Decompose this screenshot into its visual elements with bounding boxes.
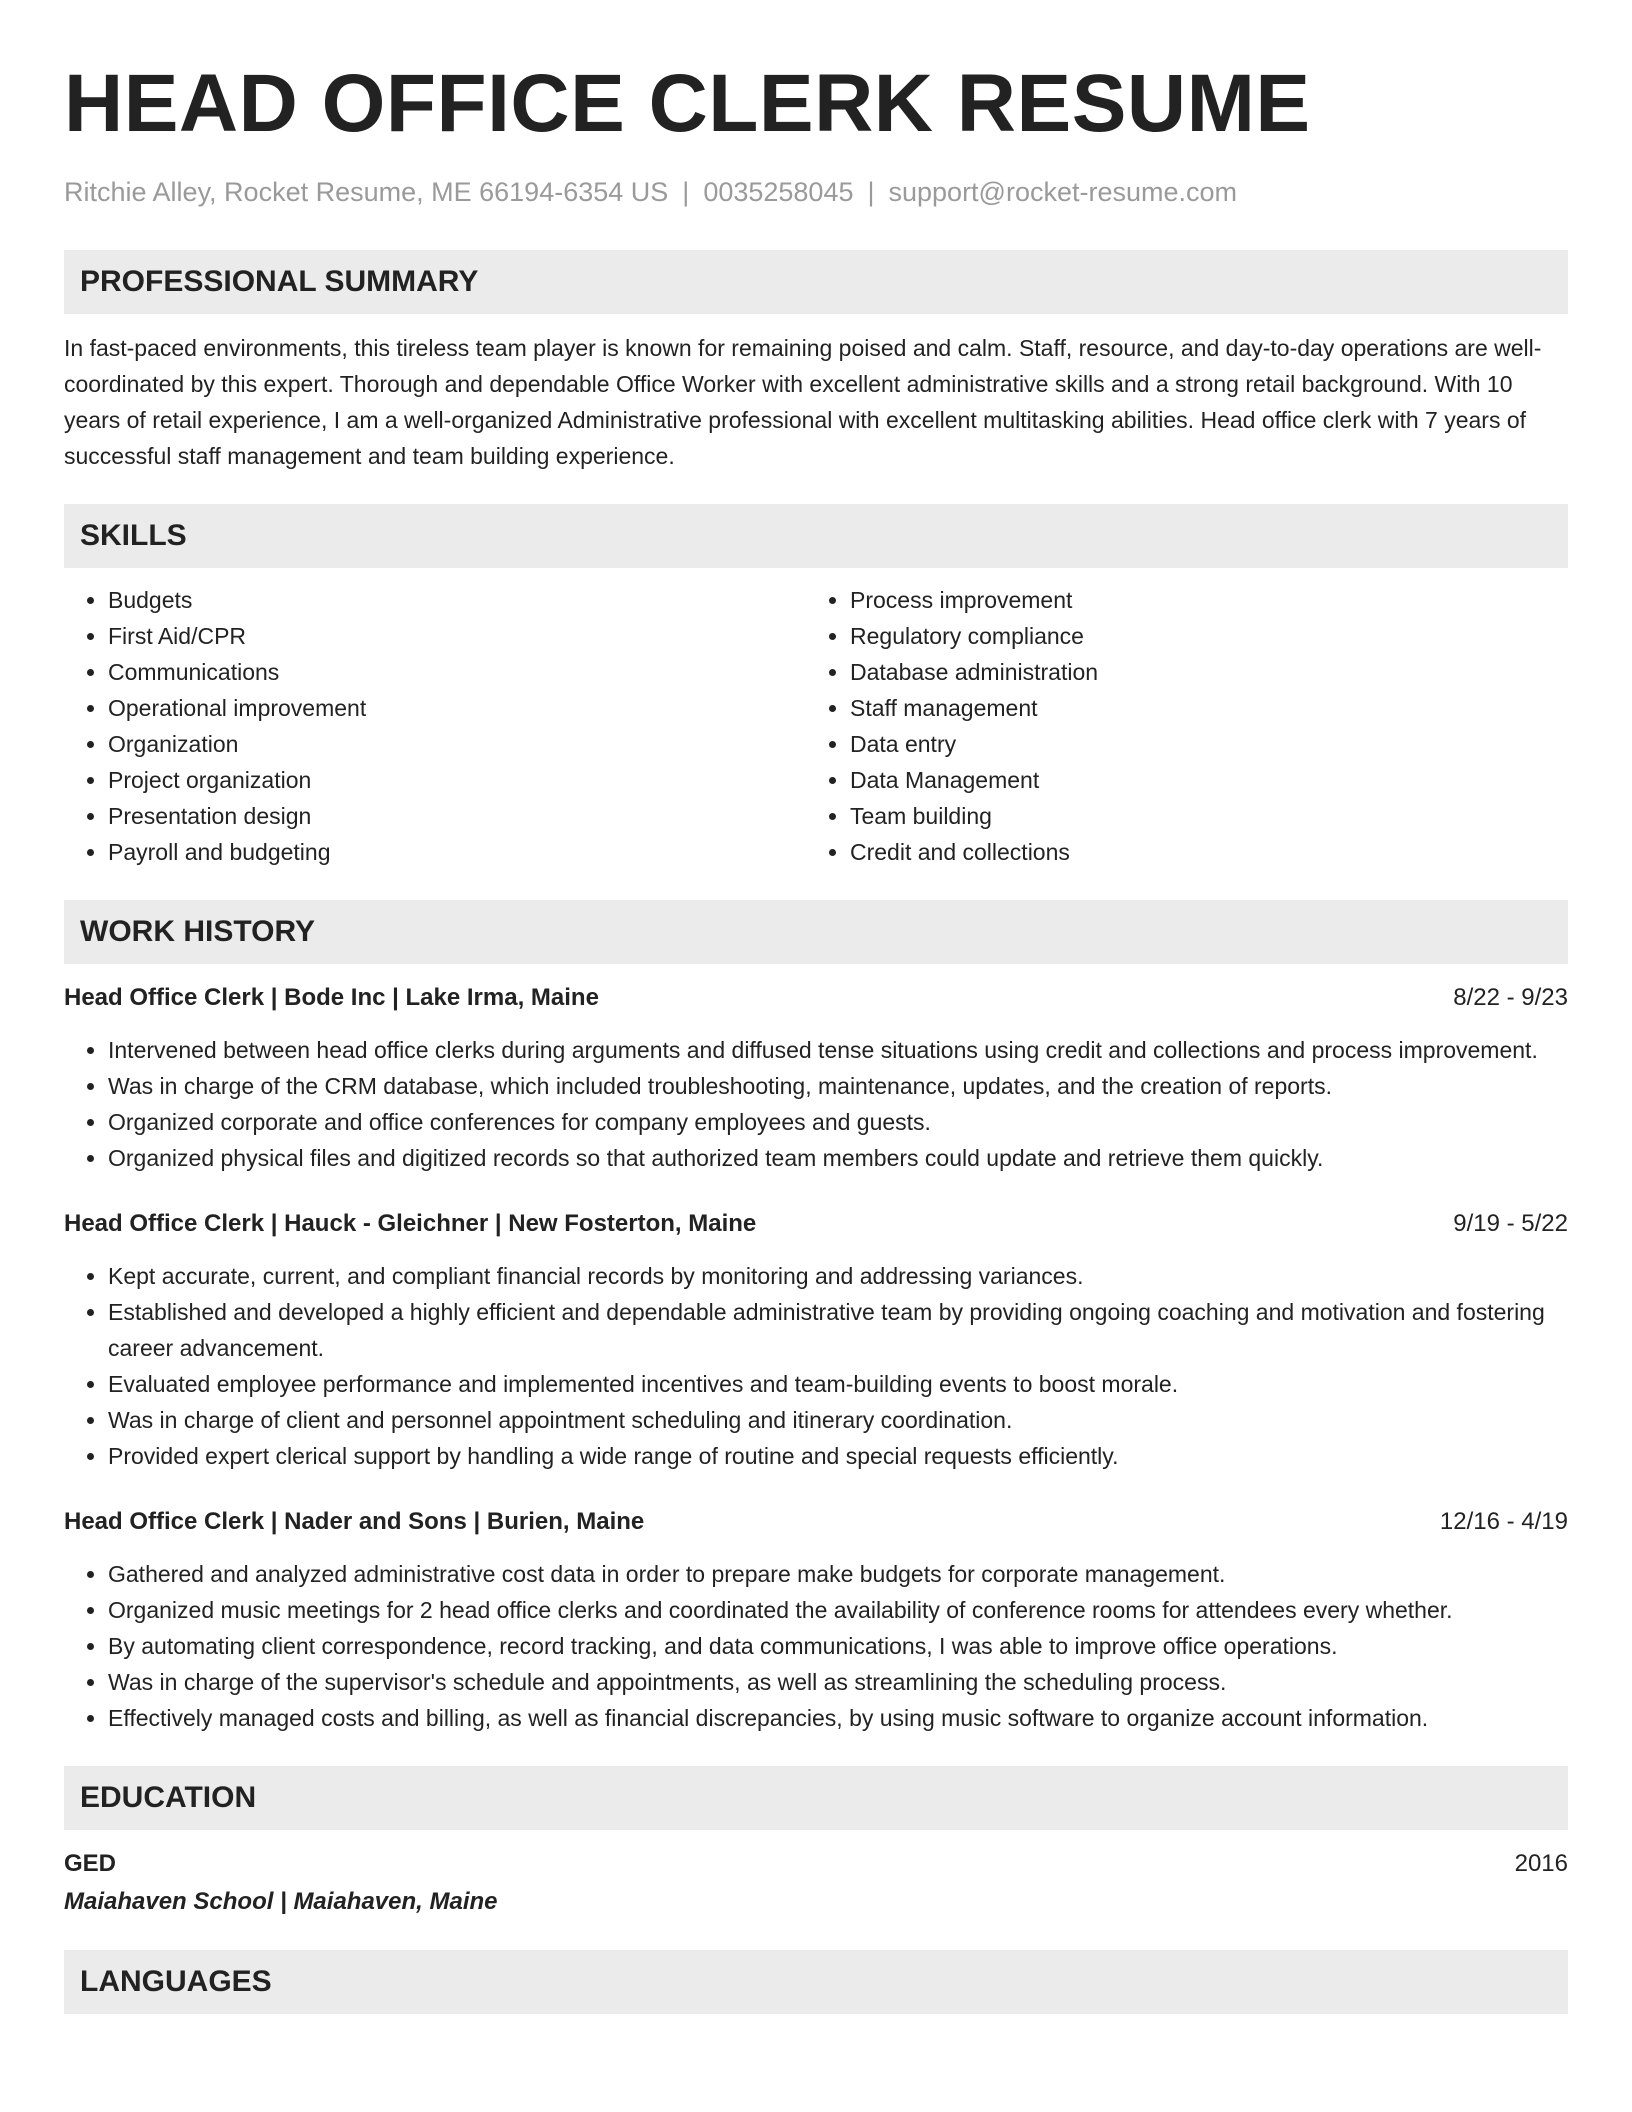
section-header-work: WORK HISTORY <box>64 900 1568 964</box>
job-entry <box>64 1206 1568 1474</box>
job-title: Head Office Clerk | Nader and Sons | Burien, Maine <box>64 1508 645 1535</box>
skill-item: • Process improvement <box>850 582 1548 618</box>
job-bullet: • Was in charge of the CRM database, which included troubleshooting, maintenance, updates, and the creation of reports. <box>108 1068 1568 1104</box>
skill-item: • Payroll and budgeting <box>108 834 806 870</box>
contact-line <box>64 174 1568 210</box>
contact-address: Ritchie Alley, Rocket Resume, ME 66194-6354 US <box>64 177 669 207</box>
skill-item: • Communications <box>108 654 806 690</box>
job-bullet: • Organized music meetings for 2 head office clerks and coordinated the availability of conference rooms for attendees every whether. <box>108 1592 1568 1628</box>
education-year: 2016 <box>1514 1850 1568 1877</box>
section-header-skills: SKILLS <box>64 504 1568 568</box>
skill-item: • Presentation design <box>108 798 806 834</box>
job-bullets <box>64 1258 1568 1474</box>
skill-item: • Budgets <box>108 582 806 618</box>
resume-title: HEAD OFFICE CLERK RESUME <box>64 58 1311 149</box>
education-school: Maiahaven School | Maiahaven, Maine <box>64 1888 498 1915</box>
job-bullet: • Was in charge of client and personnel appointment scheduling and itinerary coordination. <box>108 1402 1568 1438</box>
job-bullet: • Kept accurate, current, and compliant financial records by monitoring and addressing variances. <box>108 1258 1568 1294</box>
summary-text: In fast-paced environments, this tireless team player is known for remaining poised and calm. Staff, resource, and day-to-day operations are well-coordinated by this expert. Thorough and dependable Office Worker with excellent administrative skills and a strong retail background. With 10 years of retail experience, I am a well-organized Administrative professional with excellent multitasking abilities. Head office clerk with 7 years of successful staff management and team building experience. <box>64 335 1542 469</box>
job-bullet: • Established and developed a highly efficient and dependable administrative team by providing ongoing coaching and motivation and fostering career advancement. <box>108 1294 1568 1366</box>
contact-email: support@rocket-resume.com <box>888 177 1238 207</box>
section-header-languages: LANGUAGES <box>64 1950 1568 2014</box>
job-bullets <box>64 1556 1568 1736</box>
education-degree: GED <box>64 1850 117 1877</box>
skill-item: • Data entry <box>850 726 1548 762</box>
contact-separator: | <box>867 177 875 207</box>
job-entry <box>64 980 1568 1176</box>
job-entry <box>64 1504 1568 1736</box>
skills-column-right <box>806 582 1548 870</box>
skill-item: • Operational improvement <box>108 690 806 726</box>
job-bullet: • Gathered and analyzed administrative cost data in order to prepare make budgets for corporate management. <box>108 1556 1568 1592</box>
job-header <box>64 980 1568 1016</box>
job-bullet: • By automating client correspondence, record tracking, and data communications, I was able to improve office operations. <box>108 1628 1568 1664</box>
job-bullet: • Intervened between head office clerks during arguments and diffused tense situations using credit and collections and process improvement. <box>108 1032 1568 1068</box>
job-bullet: • Evaluated employee performance and implemented incentives and team-building events to boost morale. <box>108 1366 1568 1402</box>
job-header <box>64 1206 1568 1242</box>
education-entry <box>64 1846 1568 1920</box>
skill-item: • Data Management <box>850 762 1548 798</box>
job-bullets <box>64 1032 1568 1176</box>
skills-list <box>64 582 1568 870</box>
job-bullet: • Provided expert clerical support by handling a wide range of routine and special requests efficiently. <box>108 1438 1568 1474</box>
job-bullet: • Organized physical files and digitized records so that authorized team members could update and retrieve them quickly. <box>108 1140 1568 1176</box>
education-header <box>64 1846 1568 1882</box>
skill-item: • First Aid/CPR <box>108 618 806 654</box>
job-dates: 8/22 - 9/23 <box>1453 984 1568 1011</box>
job-bullet: • Was in charge of the supervisor's schedule and appointments, as well as streamlining the scheduling process. <box>108 1664 1568 1700</box>
job-title: Head Office Clerk | Hauck - Gleichner | New Fosterton, Maine <box>64 1210 757 1237</box>
skill-item: • Database administration <box>850 654 1548 690</box>
section-header-summary: PROFESSIONAL SUMMARY <box>64 250 1568 314</box>
job-dates: 12/16 - 4/19 <box>1439 1508 1568 1535</box>
skill-item: • Staff management <box>850 690 1548 726</box>
job-bullet: • Organized corporate and office conferences for company employees and guests. <box>108 1104 1568 1140</box>
section-header-education: EDUCATION <box>64 1766 1568 1830</box>
job-bullet: • Effectively managed costs and billing, as well as financial discrepancies, by using music software to organize account information. <box>108 1700 1568 1736</box>
contact-phone: 0035258045 <box>703 177 854 207</box>
skill-item: • Regulatory compliance <box>850 618 1548 654</box>
contact-separator: | <box>682 177 690 207</box>
skill-item: • Project organization <box>108 762 806 798</box>
job-header <box>64 1504 1568 1540</box>
job-title: Head Office Clerk | Bode Inc | Lake Irma, Maine <box>64 984 599 1011</box>
skill-item: • Team building <box>850 798 1548 834</box>
skill-item: • Organization <box>108 726 806 762</box>
skill-item: • Credit and collections <box>850 834 1548 870</box>
skills-column-left <box>64 582 806 870</box>
job-dates: 9/19 - 5/22 <box>1453 1210 1568 1237</box>
